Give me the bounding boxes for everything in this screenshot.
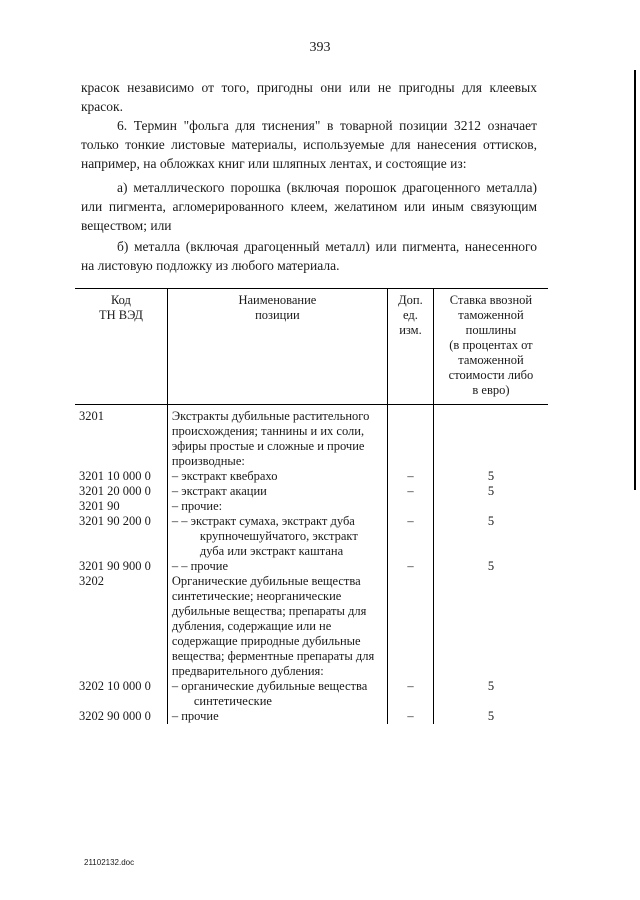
table-header-row bbox=[75, 289, 548, 405]
row-unit: – bbox=[388, 514, 434, 559]
table-row bbox=[75, 484, 548, 499]
page-edge-line bbox=[634, 70, 636, 490]
row-name: – экстракт акации bbox=[167, 484, 387, 499]
header-code: Код ТН ВЭД bbox=[75, 289, 167, 405]
row-rate bbox=[433, 499, 548, 514]
table-row bbox=[75, 679, 548, 709]
row-unit bbox=[388, 405, 434, 470]
paragraph-item-b: б) металла (включая драгоценный металл) или пигмента, нанесенного на листовую подложку из любого материала. bbox=[81, 239, 537, 273]
row-unit: – bbox=[388, 559, 434, 574]
row-code: 3201 20 000 0 bbox=[79, 484, 151, 498]
row-rate: 5 bbox=[433, 484, 548, 499]
row-code: 3201 90 bbox=[79, 499, 120, 513]
row-name: Экстракты дубильные растительного происхождения; таннины и их соли, эфиры простые и сложные и прочие производные: bbox=[167, 405, 387, 470]
row-name: – – прочие bbox=[167, 559, 387, 574]
table-row bbox=[75, 574, 548, 679]
row-rate bbox=[433, 574, 548, 679]
row-code: 3202 bbox=[79, 574, 104, 588]
row-code: 3201 bbox=[79, 409, 104, 423]
paragraph-item-a: а) металлического порошка (включая порошок драгоценного металла) или пигмента, агломерированного клеем, желатином или иным связующим веществом; или bbox=[81, 180, 537, 233]
header-rate: Ставка ввозной таможенной пошлины (в процентах от таможенной стоимости либо в евро) bbox=[433, 289, 548, 405]
row-unit bbox=[388, 574, 434, 679]
table-row bbox=[75, 514, 548, 559]
table-row bbox=[75, 469, 548, 484]
row-name: Органические дубильные вещества синтетические; неорганические дубильные вещества; препараты для дубления, содержащие или не содержащие природные дубильные вещества; ферментные препараты для предварительного дубления: bbox=[167, 574, 387, 679]
row-code: 3201 90 900 0 bbox=[79, 559, 151, 573]
row-code: 3202 90 000 0 bbox=[79, 709, 151, 723]
row-rate: 5 bbox=[433, 679, 548, 709]
row-unit: – bbox=[388, 709, 434, 724]
paragraph-term-foil: 6. Термин "фольга для тиснения" в товарной позиции 3212 означает только тонкие листовые материалы, используемые для нанесения оттисков, например, на обложках книг или шляпных лентах, и состоящие из: bbox=[81, 118, 537, 171]
row-rate: 5 bbox=[433, 514, 548, 559]
header-name: Наименование позиции bbox=[167, 289, 387, 405]
row-name: – прочие bbox=[167, 709, 387, 724]
row-rate: 5 bbox=[433, 559, 548, 574]
table-row bbox=[75, 559, 548, 574]
row-rate: 5 bbox=[433, 469, 548, 484]
table-row bbox=[75, 709, 548, 724]
row-name: – – экстракт сумаха, экстракт дуба крупночешуйчатого, экстракт дуба или экстракт каштана bbox=[167, 514, 387, 559]
table-row bbox=[75, 499, 548, 514]
document-filename: 21102132.doc bbox=[84, 858, 135, 867]
row-code: 3202 10 000 0 bbox=[79, 679, 151, 693]
row-unit bbox=[388, 499, 434, 514]
header-unit: Доп. ед. изм. bbox=[388, 289, 434, 405]
row-unit: – bbox=[388, 469, 434, 484]
row-code: 3201 90 200 0 bbox=[79, 514, 151, 528]
row-name: – экстракт квебрахо bbox=[167, 469, 387, 484]
row-code: 3201 10 000 0 bbox=[79, 469, 151, 483]
row-name: – прочие: bbox=[167, 499, 387, 514]
row-unit: – bbox=[388, 484, 434, 499]
row-rate bbox=[433, 405, 548, 470]
row-name: – органические дубильные вещества синтетические bbox=[167, 679, 387, 709]
tariff-table bbox=[75, 288, 548, 724]
table-row bbox=[75, 405, 548, 470]
paragraph-1: красок независимо от того, пригодны они или не пригодны для клеевых красок. bbox=[81, 80, 537, 114]
row-unit: – bbox=[388, 679, 434, 709]
row-rate: 5 bbox=[433, 709, 548, 724]
page-number: 393 bbox=[309, 40, 331, 55]
